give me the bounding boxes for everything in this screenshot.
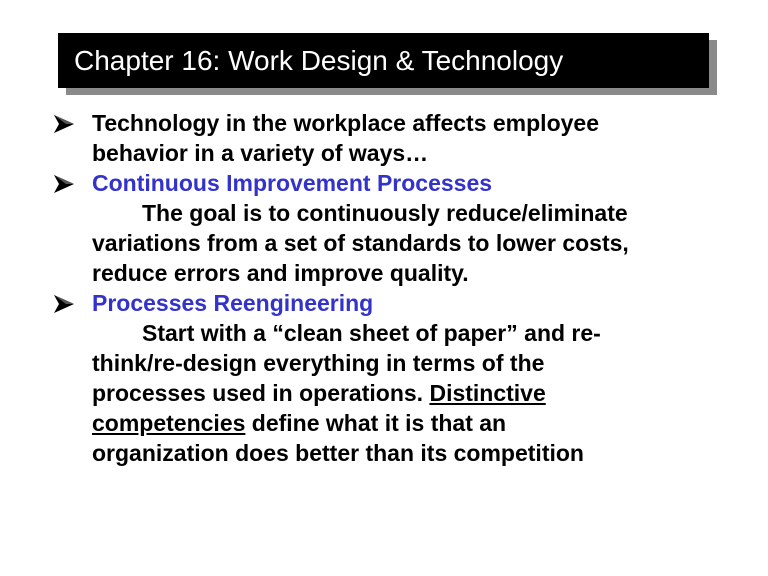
title-bar xyxy=(58,33,709,88)
para-line: variations from a set of standards to lower costs, xyxy=(92,230,629,256)
bullet-text-line: Technology in the workplace affects employee xyxy=(92,110,599,136)
reengineering-description xyxy=(50,318,740,468)
para-line: define what it is that an xyxy=(245,410,507,436)
para-line: processes used in operations. xyxy=(92,380,430,406)
distinctive-term: Distinctive xyxy=(429,380,546,406)
bullet-heading: Continuous Improvement Processes xyxy=(92,170,493,196)
para-line: organization does better than its competition xyxy=(92,440,584,466)
arrow-bullet-icon xyxy=(54,295,74,313)
arrow-bullet-icon xyxy=(54,175,74,193)
slide-content xyxy=(50,108,740,468)
bullet-technology xyxy=(50,108,740,168)
arrow-bullet-icon xyxy=(54,115,74,133)
continuous-improvement-description xyxy=(50,198,740,288)
para-line: The goal is to continuously reduce/eliminate xyxy=(142,200,628,226)
bullet-continuous-improvement xyxy=(50,168,740,198)
para-line: Start with a “clean sheet of paper” and re- xyxy=(142,320,601,346)
bullet-text-line: behavior in a variety of ways… xyxy=(92,140,429,166)
bullet-heading: Processes Reengineering xyxy=(92,290,374,316)
competencies-term: competencies xyxy=(92,410,246,436)
page-title: Chapter 16: Work Design & Technology xyxy=(74,44,564,76)
para-line: think/re-design everything in terms of the xyxy=(92,350,545,376)
bullet-reengineering xyxy=(50,288,740,318)
para-line: reduce errors and improve quality. xyxy=(92,260,469,286)
